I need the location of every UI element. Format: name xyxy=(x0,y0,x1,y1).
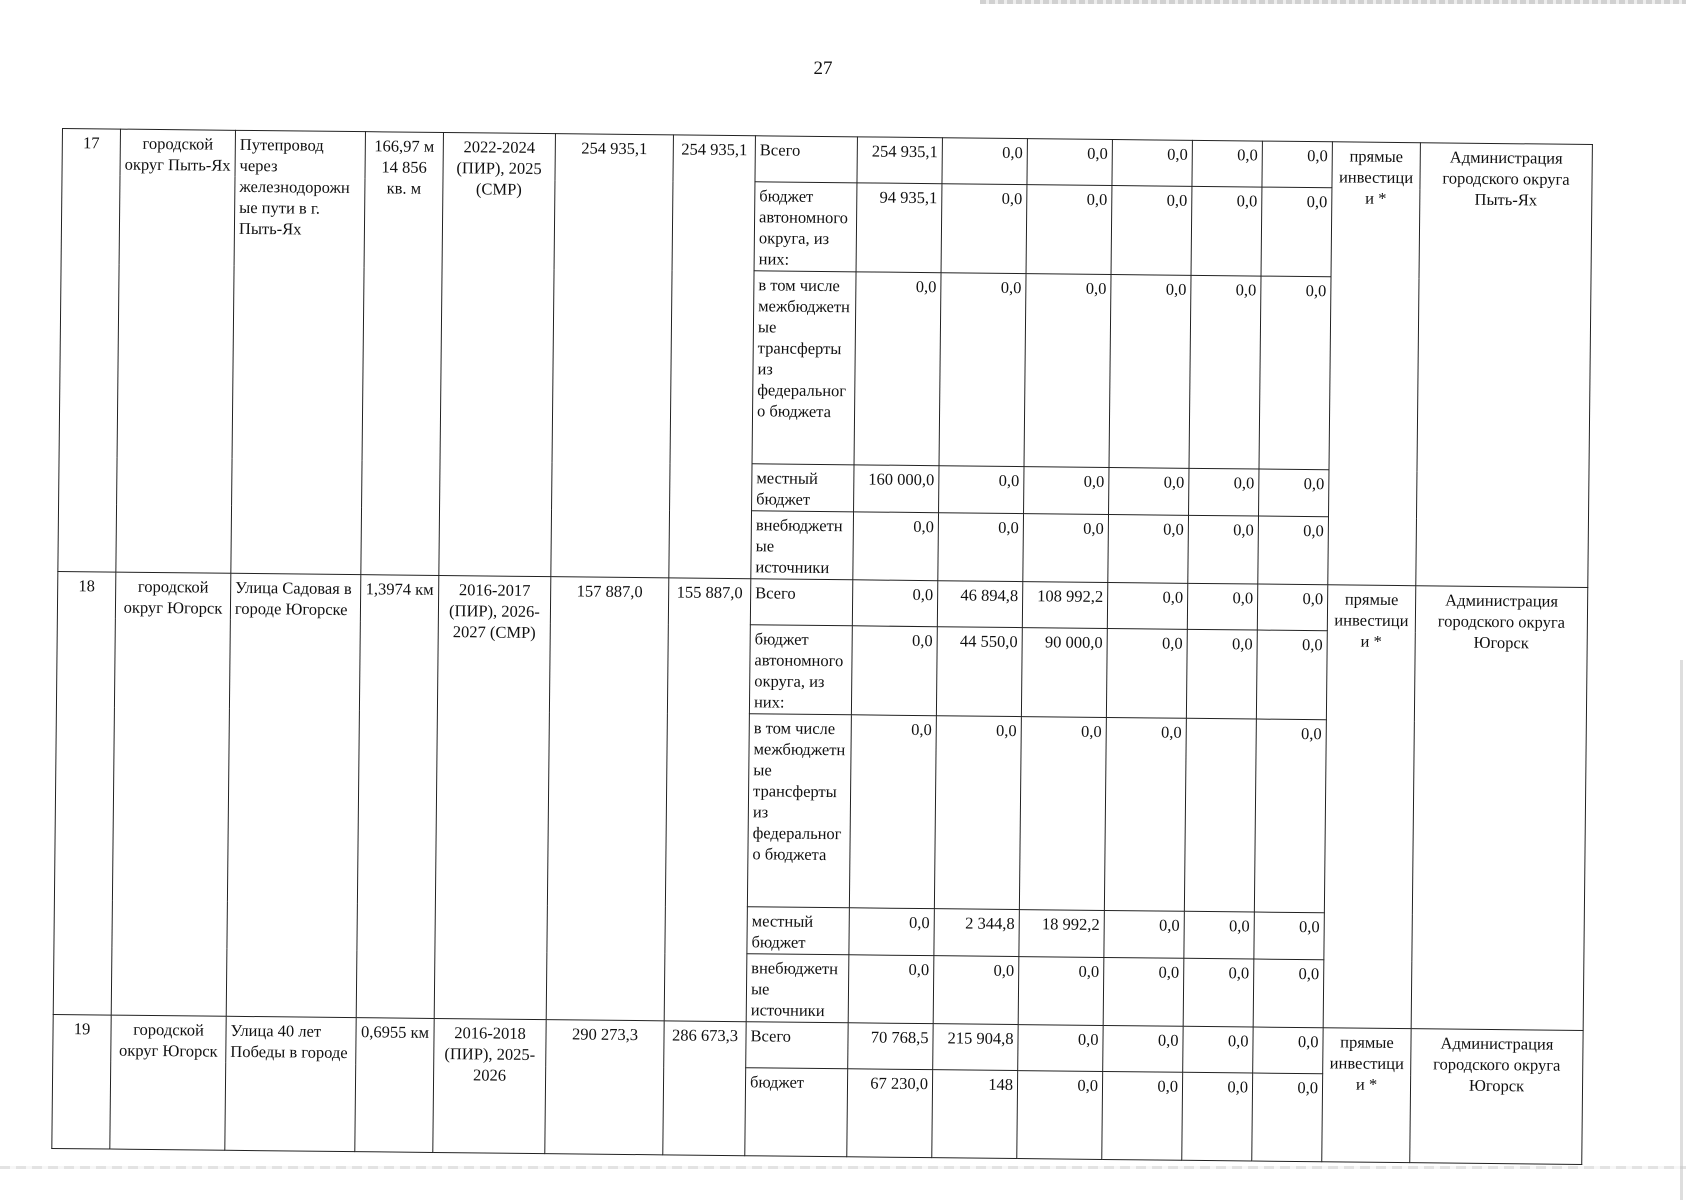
funding-value-cell: 0,0 xyxy=(1104,717,1186,911)
funding-value-cell: 44 550,0 xyxy=(936,627,1022,717)
funding-value-cell: 0,0 xyxy=(1106,628,1187,718)
funding-value-cell: 0,0 xyxy=(1102,1071,1183,1160)
object-name-cell: Улица 40 лет Победы в городе xyxy=(225,1016,356,1151)
funding-value-cell: 94 935,1 xyxy=(856,183,942,273)
funding-value-cell: 0,0 xyxy=(1253,959,1324,1028)
funding-value-cell: 0,0 xyxy=(1017,1071,1103,1160)
funding-value-cell: 0,0 xyxy=(848,955,934,1024)
funding-value-cell: 0,0 xyxy=(942,138,1027,185)
funding-value-cell: 0,0 xyxy=(934,716,1021,910)
object-name-cell: Улица Садовая в городе Югорске xyxy=(226,573,361,1017)
municipality-cell: городской округ Пыть-Ях xyxy=(116,129,236,573)
funding-source-cell: бюджет автономного округа, из них: xyxy=(749,625,852,715)
budget-table-body xyxy=(52,129,1593,1165)
funding-value-cell: 0,0 xyxy=(1103,957,1184,1026)
funding-value-cell: 0,0 xyxy=(1108,514,1189,583)
responsible-cell: Администрация городского округа Югорск xyxy=(1411,586,1588,1031)
funding-value-cell: 0,0 xyxy=(1188,515,1259,584)
funding-value-cell: 0,0 xyxy=(1187,583,1257,630)
funding-source-cell: бюджет xyxy=(745,1068,848,1157)
funding-value-cell: 0,0 xyxy=(1261,187,1332,277)
funding-source-cell: местный бюджет xyxy=(747,907,849,955)
funding-value-cell: 0,0 xyxy=(853,512,939,581)
funding-value-cell: 0,0 xyxy=(1026,185,1112,275)
funding-value-cell: 0,0 xyxy=(1256,630,1327,720)
funding-value-cell: 0,0 xyxy=(1258,516,1329,585)
funding-source-cell: в том числе межбюджетные трансферты из федерального бюджета xyxy=(752,271,856,465)
funding-value-cell: 0,0 xyxy=(1104,910,1184,958)
funding-value-cell: 0,0 xyxy=(1259,276,1331,470)
funding-value-cell: 0,0 xyxy=(1189,468,1259,516)
object-name-cell: Путепровод через железнодорожные пути в г. Пыть-Ях xyxy=(231,130,366,574)
funding-source-cell: бюджет автономного округа, из них: xyxy=(754,182,857,272)
funding-value-cell: 148 xyxy=(932,1070,1018,1159)
funding-value-cell: 0,0 xyxy=(1103,1025,1183,1072)
funding-value-cell: 0,0 xyxy=(1252,1073,1323,1162)
scan-artifact-bottom xyxy=(0,1166,1686,1169)
funding-source-cell: Всего xyxy=(755,136,857,183)
funding-value-cell: 0,0 xyxy=(1254,912,1324,960)
remaining-cost-cell: 286 673,3 xyxy=(663,1021,746,1156)
funding-value-cell: 254 935,1 xyxy=(857,137,942,184)
period-cell: 2016-2018 (ПИР), 2025-2026 xyxy=(433,1018,546,1153)
funding-value-cell: 0,0 xyxy=(1254,719,1326,913)
funding-value-cell: 215 904,8 xyxy=(933,1024,1018,1071)
funding-value-cell: 0,0 xyxy=(1189,275,1261,469)
row-number: 19 xyxy=(52,1014,111,1149)
period-cell: 2022-2024 (ПИР), 2025 (СМР) xyxy=(439,132,556,576)
funding-value-cell: 0,0 xyxy=(851,626,937,716)
funding-value-cell: 0,0 xyxy=(1257,584,1327,631)
funding-source-cell: внебюджетные источники xyxy=(746,954,849,1023)
table-row xyxy=(62,129,1592,191)
funding-value-cell: 0,0 xyxy=(1024,274,1111,468)
funding-value-cell: 0,0 xyxy=(1253,1027,1323,1074)
funding-value-cell: 0,0 xyxy=(849,715,936,909)
funding-value-cell: 0,0 xyxy=(939,273,1026,467)
funding-value-cell: 0,0 xyxy=(1111,185,1192,275)
funding-value-cell: 0,0 xyxy=(938,513,1024,582)
funding-value-cell: 0,0 xyxy=(1027,139,1112,186)
funding-value-cell: 67 230,0 xyxy=(847,1069,933,1158)
funding-value-cell: 0,0 xyxy=(1183,1026,1253,1073)
funding-value-cell: 0,0 xyxy=(1259,469,1329,517)
scan-artifact-right xyxy=(1680,660,1683,1200)
funding-source-cell: в том числе межбюджетные трансферты из федерального бюджета xyxy=(747,714,851,908)
funding-value-cell: 18 992,2 xyxy=(1019,910,1104,958)
funding-source-cell: местный бюджет xyxy=(752,464,854,512)
scan-artifact-top xyxy=(980,0,1686,4)
estimated-cost-cell: 157 887,0 xyxy=(546,577,669,1021)
page-number: 27 xyxy=(813,58,833,79)
capacity-cell: 1,3974 км xyxy=(356,575,439,1019)
funding-value-cell: 0,0 xyxy=(1024,467,1109,515)
row-number: 18 xyxy=(53,571,116,1015)
funding-value-cell: 0,0 xyxy=(854,272,941,466)
period-cell: 2016-2017 (ПИР), 2026-2027 (СМР) xyxy=(434,575,551,1019)
funding-value-cell: 0,0 xyxy=(1023,514,1109,583)
mechanism-cell: прямые инвестиции * xyxy=(1323,585,1416,1029)
funding-value-cell: 2 344,8 xyxy=(934,909,1019,957)
funding-value-cell: 0,0 xyxy=(1019,717,1106,911)
remaining-cost-cell: 155 887,0 xyxy=(664,578,751,1022)
responsible-cell: Администрация городского округа Пыть-Ях xyxy=(1416,143,1593,588)
funding-value-cell: 0,0 xyxy=(1262,141,1332,188)
funding-value-cell: 0,0 xyxy=(1184,911,1254,959)
funding-value-cell: 0,0 xyxy=(1186,629,1257,719)
capacity-cell: 166,97 м 14 856 кв. м xyxy=(361,132,444,576)
funding-value-cell: 90 000,0 xyxy=(1021,628,1107,718)
funding-value-cell xyxy=(1184,718,1256,912)
funding-value-cell: 0,0 xyxy=(1107,582,1187,629)
funding-source-cell: Всего xyxy=(746,1022,848,1069)
funding-value-cell: 0,0 xyxy=(1191,186,1262,276)
funding-value-cell: 0,0 xyxy=(1183,958,1254,1027)
funding-source-cell: внебюджетные источники xyxy=(751,511,854,580)
funding-value-cell: 0,0 xyxy=(1192,140,1262,187)
responsible-cell: Администрация городского округа Югорск xyxy=(1410,1029,1583,1165)
funding-value-cell: 0,0 xyxy=(933,956,1019,1025)
municipality-cell: городской округ Югорск xyxy=(111,572,231,1016)
funding-value-cell: 70 768,5 xyxy=(848,1023,933,1070)
remaining-cost-cell: 254 935,1 xyxy=(669,135,756,579)
funding-value-cell: 46 894,8 xyxy=(937,581,1022,628)
funding-value-cell: 0,0 xyxy=(1112,140,1192,187)
estimated-cost-cell: 254 935,1 xyxy=(551,134,674,578)
capacity-cell: 0,6955 км xyxy=(355,1018,434,1153)
mechanism-cell: прямые инвестиции * xyxy=(1328,142,1421,586)
funding-value-cell: 0,0 xyxy=(1109,467,1189,515)
mechanism-cell: прямые инвестиции * xyxy=(1322,1028,1411,1163)
funding-value-cell: 0,0 xyxy=(939,466,1024,514)
row-number: 17 xyxy=(58,129,121,573)
funding-value-cell: 0,0 xyxy=(849,908,934,956)
budget-table xyxy=(51,128,1593,1165)
funding-value-cell: 0,0 xyxy=(1018,1025,1103,1072)
funding-value-cell: 108 992,2 xyxy=(1022,582,1107,629)
funding-value-cell: 0,0 xyxy=(941,184,1027,274)
municipality-cell: городской округ Югорск xyxy=(110,1015,226,1150)
funding-value-cell: 160 000,0 xyxy=(854,465,939,513)
funding-value-cell: 0,0 xyxy=(1109,274,1191,468)
estimated-cost-cell: 290 273,3 xyxy=(545,1020,664,1155)
funding-value-cell: 0,0 xyxy=(1018,957,1104,1026)
funding-value-cell: 0,0 xyxy=(1182,1072,1253,1161)
funding-value-cell: 0,0 xyxy=(852,580,937,627)
budget-table-wrapper xyxy=(51,128,1593,1165)
funding-source-cell: Всего xyxy=(750,579,852,626)
